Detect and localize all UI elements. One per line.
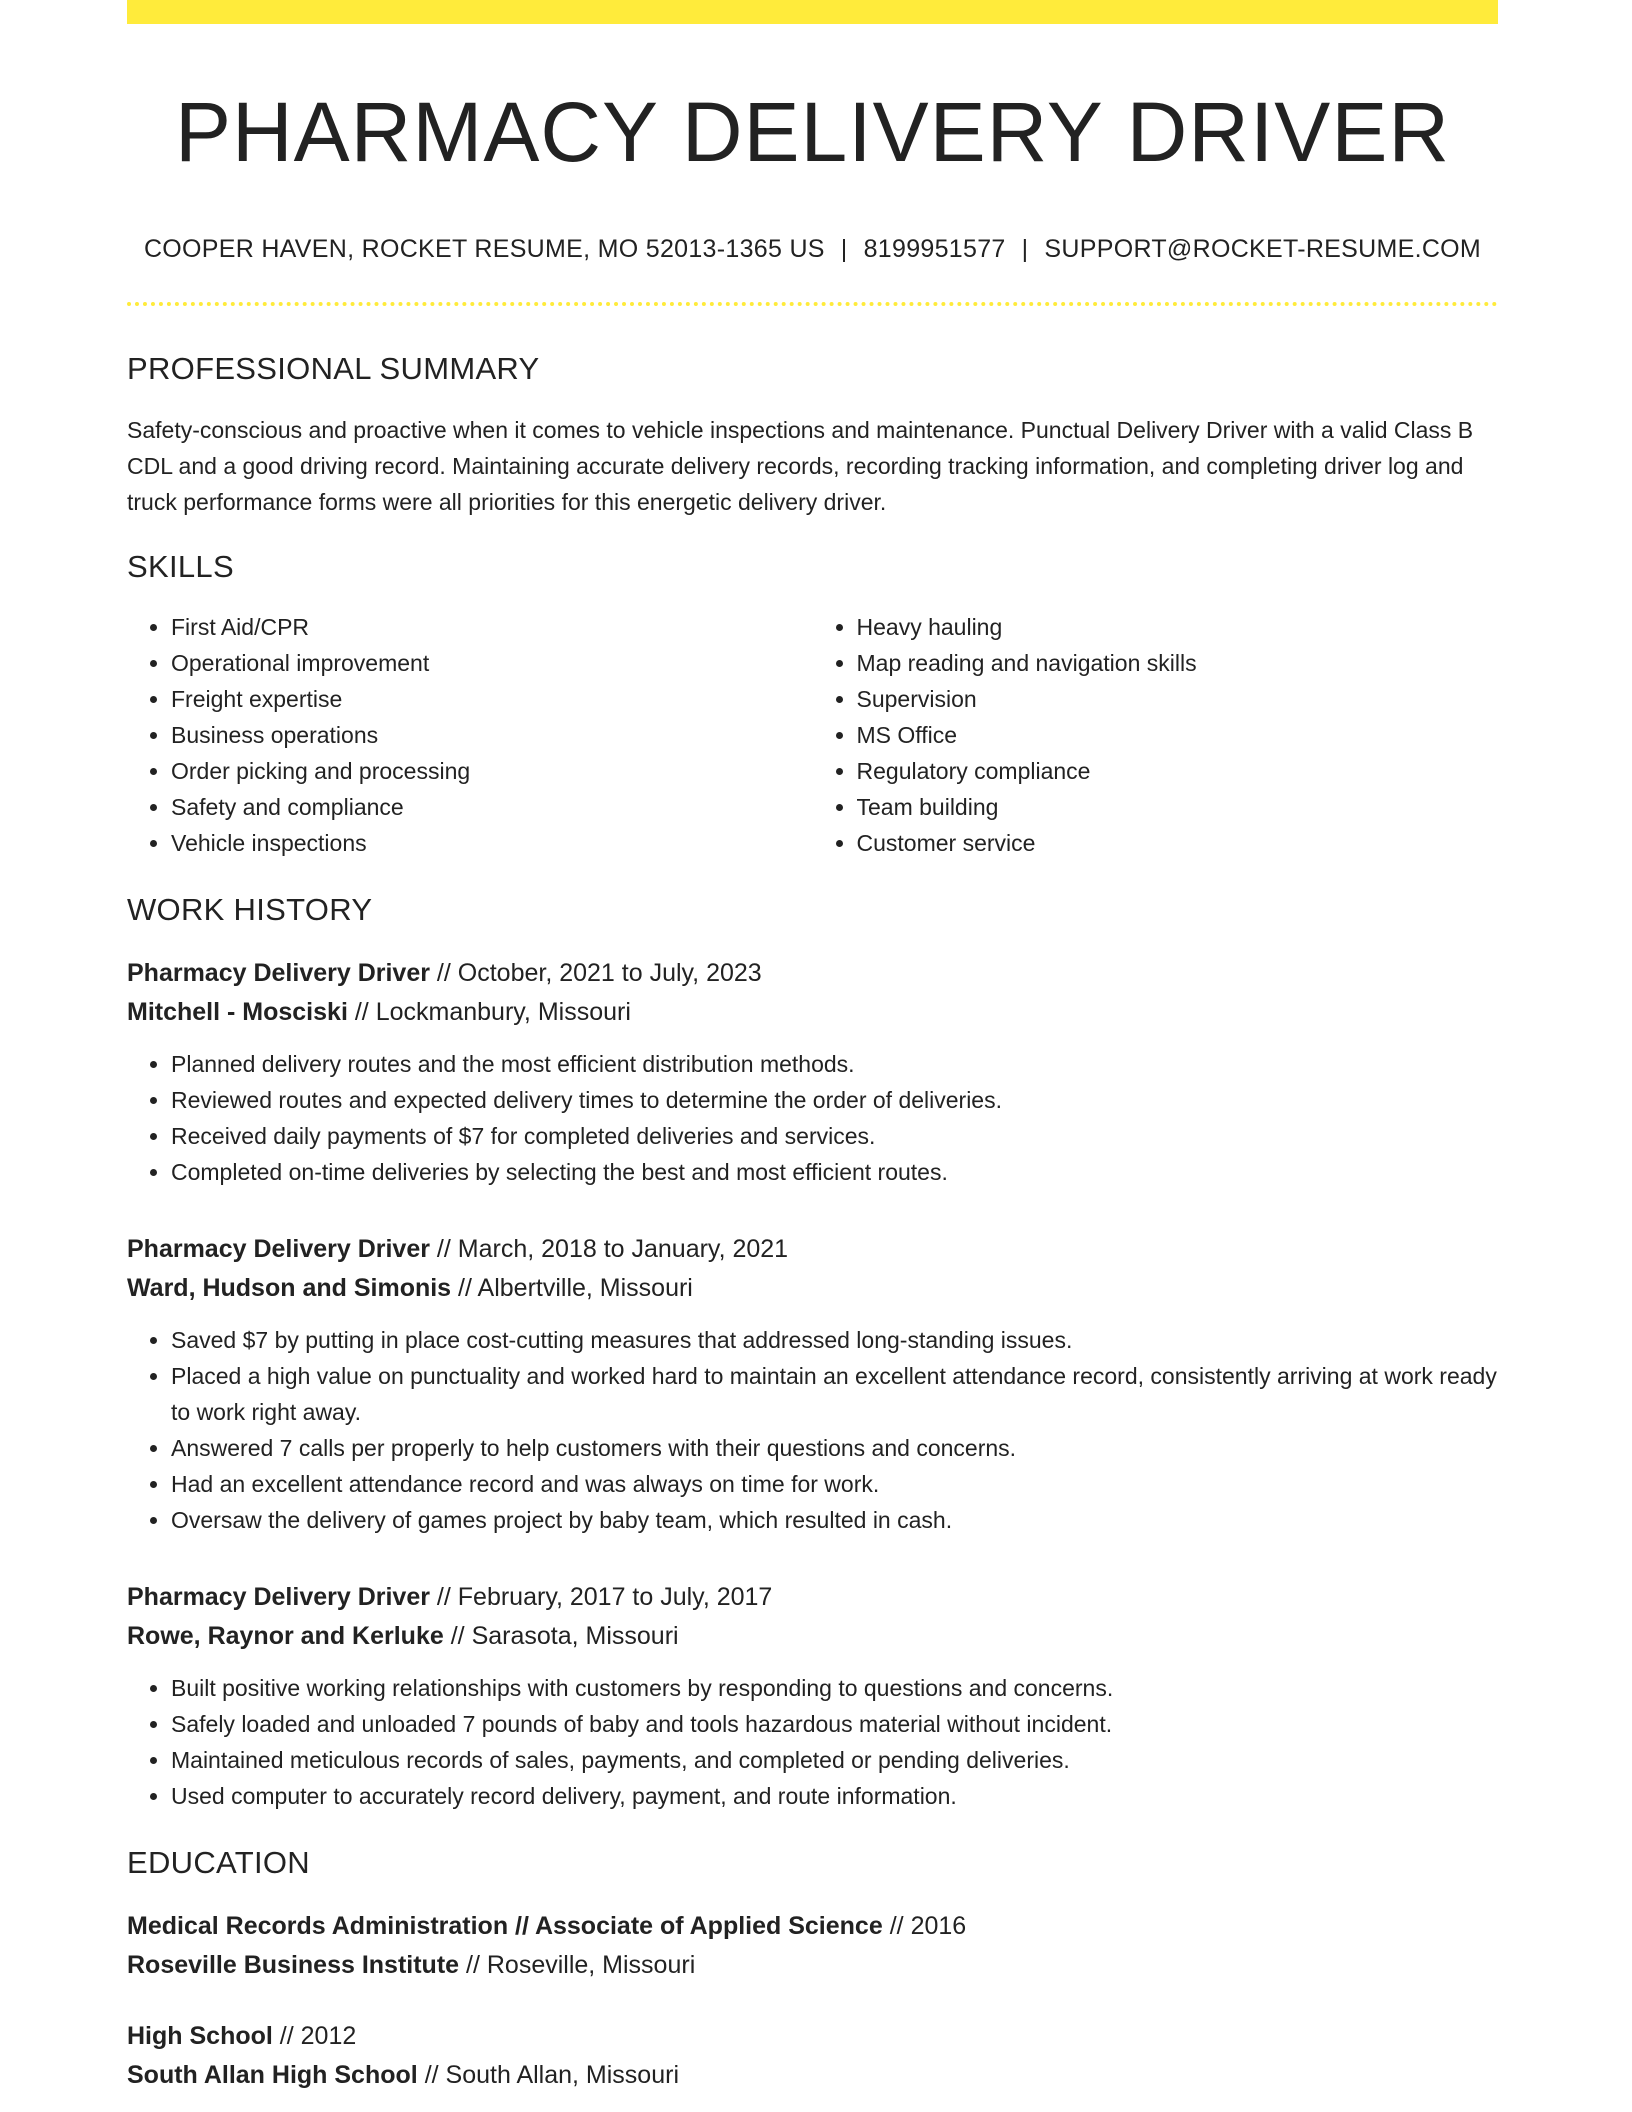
- skill-item: • Safety and compliance: [171, 789, 813, 825]
- job-bullet: • Reviewed routes and expected delivery times to determine the order of deliveries.: [171, 1082, 1498, 1118]
- dotted-divider: [127, 302, 1498, 306]
- job-title: Pharmacy Delivery Driver: [127, 1582, 430, 1611]
- job-title: Pharmacy Delivery Driver: [127, 958, 430, 987]
- job-separator: //: [354, 997, 369, 1026]
- skill-item: • Freight expertise: [171, 681, 813, 717]
- skills-column-left: [127, 609, 813, 861]
- skills-list: [127, 609, 1498, 861]
- job-company-line: [127, 1617, 1498, 1656]
- contact-line: [127, 235, 1498, 264]
- job-bullets: [127, 1046, 1498, 1190]
- job-dates: February, 2017 to July, 2017: [457, 1582, 773, 1611]
- education-separator: //: [424, 2061, 439, 2090]
- contact-phone: 8199951577: [863, 235, 1006, 264]
- job-bullet: • Maintained meticulous records of sales, payments, and completed or pending deliveries.: [171, 1742, 1498, 1778]
- resume-page: [127, 0, 1498, 2095]
- job-bullet: • Saved $7 by putting in place cost-cutting measures that addressed long-standing issues.: [171, 1322, 1498, 1358]
- skill-item: • Regulatory compliance: [857, 753, 1499, 789]
- summary-heading: PROFESSIONAL SUMMARY: [127, 351, 540, 387]
- job-company: Rowe, Raynor and Kerluke: [127, 1621, 444, 1650]
- job-title-line: [127, 954, 1498, 993]
- job-bullet: • Received daily payments of $7 for completed deliveries and services.: [171, 1118, 1498, 1154]
- education-separator: //: [279, 2022, 294, 2051]
- skill-item: • Supervision: [857, 681, 1499, 717]
- job-company: Ward, Hudson and Simonis: [127, 1273, 452, 1302]
- job-bullets: [127, 1322, 1498, 1538]
- skill-item: • Order picking and processing: [171, 753, 813, 789]
- education-degree-line: [127, 1907, 1498, 1946]
- job-separator: //: [436, 958, 451, 987]
- job-dates: October, 2021 to July, 2023: [457, 958, 762, 987]
- job-bullet: • Completed on-time deliveries by selecting the best and most efficient routes.: [171, 1154, 1498, 1190]
- candidate-name: PHARMACY DELIVERY DRIVER: [174, 85, 1451, 179]
- job-entry: [127, 1230, 1498, 1538]
- skills-heading: SKILLS: [127, 548, 234, 584]
- job-title-line: [127, 1578, 1498, 1617]
- education-degree: Medical Records Administration // Associate of Applied Science: [127, 1912, 883, 1941]
- job-bullet: • Oversaw the delivery of games project by baby team, which resulted in cash.: [171, 1502, 1498, 1538]
- education-separator: //: [466, 1951, 480, 1980]
- job-entry: [127, 954, 1498, 1190]
- job-bullet: • Safely loaded and unloaded 7 pounds of baby and tools hazardous material without incident.: [171, 1706, 1498, 1742]
- job-bullets: [127, 1670, 1498, 1814]
- job-bullet: • Answered 7 calls per properly to help customers with their questions and concerns.: [171, 1430, 1498, 1466]
- education-separator: //: [889, 1912, 904, 1941]
- job-dates: March, 2018 to January, 2021: [457, 1234, 789, 1263]
- job-company-line: [127, 1269, 1498, 1308]
- job-bullet: • Used computer to accurately record delivery, payment, and route information.: [171, 1778, 1498, 1814]
- job-company: Mitchell - Mosciski: [127, 997, 348, 1026]
- job-title: Pharmacy Delivery Driver: [127, 1234, 430, 1263]
- contact-separator: |: [840, 235, 848, 264]
- education-year: 2016: [910, 1912, 967, 1941]
- job-location: Sarasota, Missouri: [471, 1621, 679, 1650]
- job-bullet: • Had an excellent attendance record and was always on time for work.: [171, 1466, 1498, 1502]
- education-school-line: [127, 2056, 1498, 2095]
- skill-item: • Operational improvement: [171, 645, 813, 681]
- education-school-line: [127, 1946, 1498, 1985]
- education-degree: High School: [127, 2022, 273, 2051]
- skill-item: • Customer service: [857, 825, 1499, 861]
- contact-separator: |: [1021, 235, 1029, 264]
- skill-item: • Vehicle inspections: [171, 825, 813, 861]
- education-heading: EDUCATION: [127, 1844, 310, 1880]
- contact-address: COOPER HAVEN, ROCKET RESUME, MO 52013-1365 US: [143, 235, 825, 264]
- skill-item: • Business operations: [171, 717, 813, 753]
- contact-email: SUPPORT@ROCKET-RESUME.COM: [1044, 235, 1482, 264]
- job-bullet: • Built positive working relationships with customers by responding to questions and concerns.: [171, 1670, 1498, 1706]
- job-bullet: • Placed a high value on punctuality and worked hard to maintain an excellent attendance record, consistently arriving at work ready to work right away.: [171, 1358, 1498, 1430]
- skill-item: • Heavy hauling: [857, 609, 1499, 645]
- job-title-line: [127, 1230, 1498, 1269]
- job-company-line: [127, 993, 1498, 1032]
- skill-item: • Team building: [857, 789, 1499, 825]
- education-entry: [127, 1907, 1498, 1985]
- education-school: South Allan High School: [127, 2061, 418, 2090]
- job-separator: //: [436, 1582, 451, 1611]
- skill-item: • First Aid/CPR: [171, 609, 813, 645]
- skill-item: • MS Office: [857, 717, 1499, 753]
- job-separator: //: [436, 1234, 451, 1263]
- education-year: 2012: [300, 2022, 357, 2051]
- job-separator: //: [450, 1621, 465, 1650]
- job-bullet: • Planned delivery routes and the most efficient distribution methods.: [171, 1046, 1498, 1082]
- skills-column-right: [813, 609, 1499, 861]
- accent-top-bar: [127, 0, 1498, 24]
- job-location: Albertville, Missouri: [477, 1273, 693, 1302]
- education-school: Roseville Business Institute: [127, 1951, 460, 1980]
- job-separator: //: [458, 1273, 472, 1302]
- education-location: South Allan, Missouri: [445, 2061, 679, 2090]
- work-history-heading: WORK HISTORY: [127, 891, 373, 927]
- skill-item: • Map reading and navigation skills: [857, 645, 1499, 681]
- job-entry: [127, 1578, 1498, 1814]
- education-location: Roseville, Missouri: [486, 1951, 696, 1980]
- education-entry: [127, 2017, 1498, 2095]
- education-degree-line: [127, 2017, 1498, 2056]
- job-location: Lockmanbury, Missouri: [375, 997, 631, 1026]
- summary-text: Safety-conscious and proactive when it comes to vehicle inspections and maintenance. Punctual Delivery Driver with a valid Class B CDL and a good driving record. Maintaining accurate delivery records, recording tracking information, and completing driver log and truck performance forms were all priorities for this energetic delivery driver.: [127, 416, 1474, 515]
